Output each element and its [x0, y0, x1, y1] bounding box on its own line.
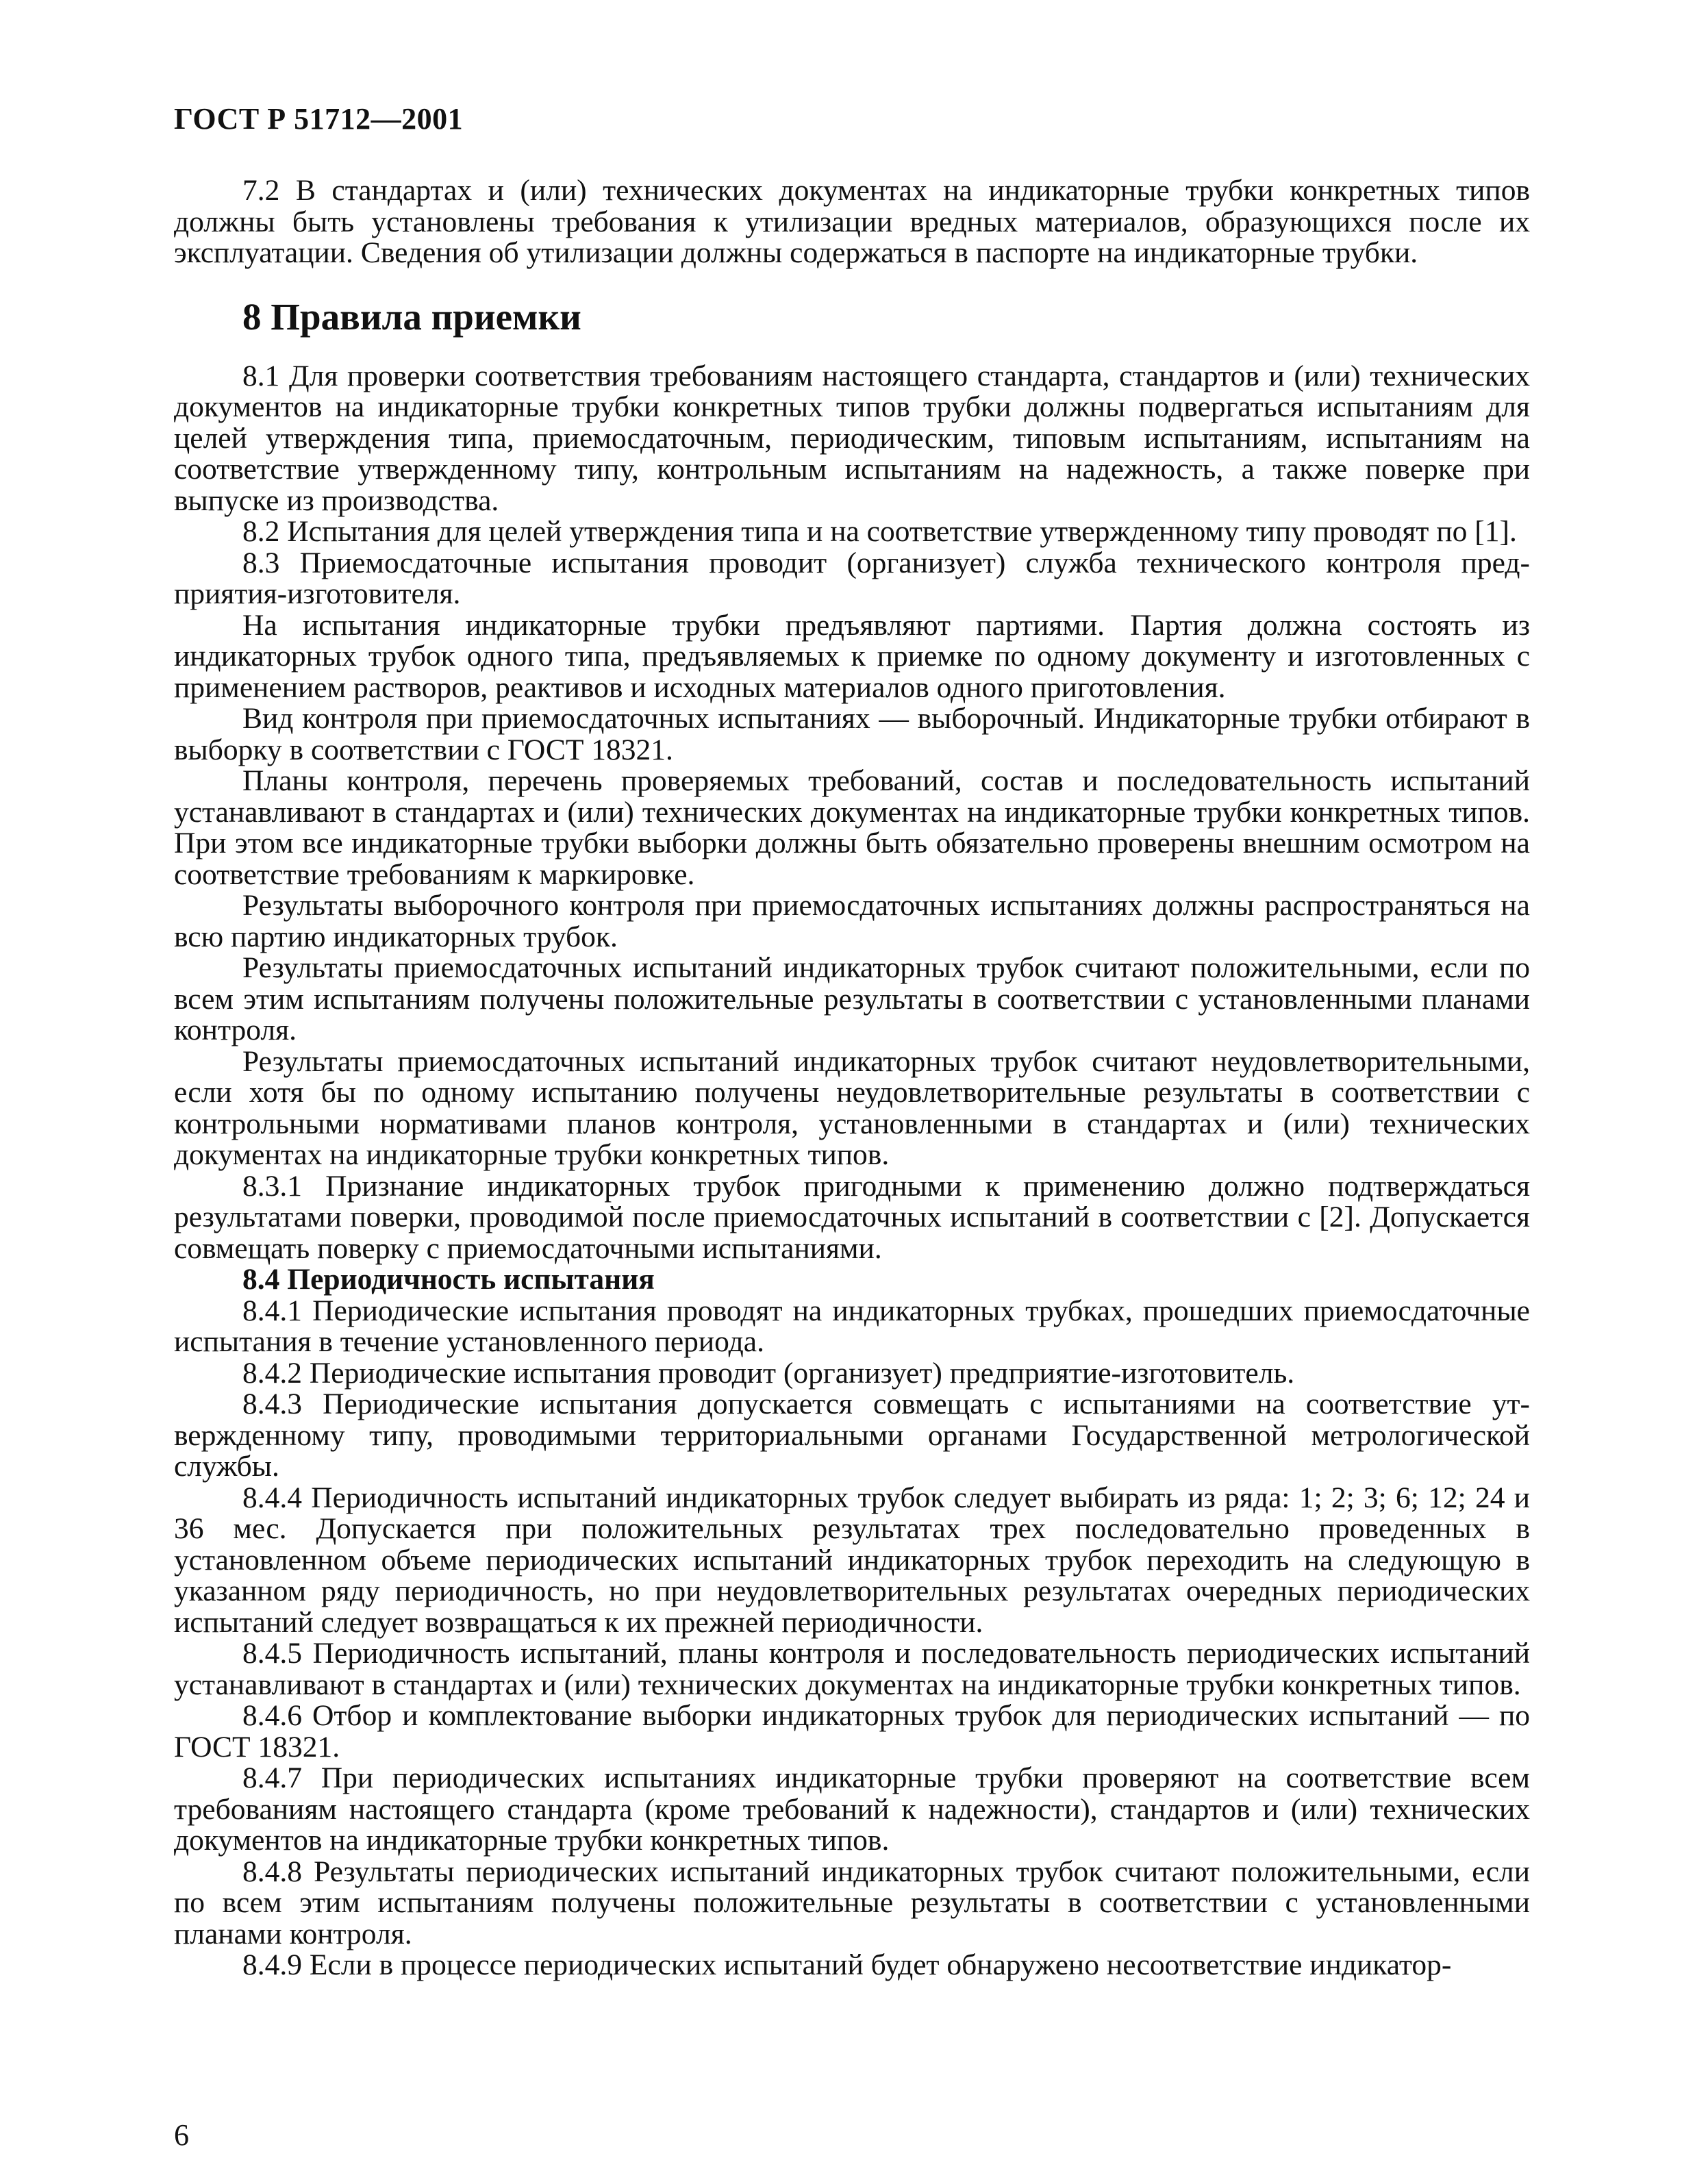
paragraph-8-3-e: Результаты выборочного контроля при приемосдаточных испытаниях должны распространяться на всю партию индикаторных трубок. [174, 889, 1530, 953]
paragraph-8-2: 8.2 Испытания для целей утверждения типа и на соответствие утвержденному типу проводят по [1]. [242, 515, 1517, 548]
paragraph-8-1: 8.1 Для проверки соответствия требованиям настоящего стандарта, стандартов и (или) технических документов на индикаторные трубки конкретных типов трубки должны подвергаться испытаниям для целей утверждения типа, приемосдаточным, периодическим, типовым испытаниям, испытаниям на соответствие утвержденному типу, контрольным испытаниям на надежность, а также поверке при выпуске из производства. [174, 359, 1530, 517]
paragraph-8-3-f: Результаты приемосдаточных испытаний индикаторных трубок считают положительными, если по всем этим испытаниям получены положительные результаты в соответствии с установленными планами контроля. [174, 951, 1530, 1046]
paragraph-8-4-1: 8.4.1 Периодические испытания проводят на индикаторных трубках, прошедших приемосдаточные испытания в течение установленного периода. [174, 1294, 1530, 1358]
paragraph-8-4-9: 8.4.9 Если в процессе периодических испытаний будет обнаружено несоответствие индикатор- [242, 1948, 1452, 1981]
page-number: 6 [174, 2118, 189, 2152]
paragraph-8-4-2: 8.4.2 Периодические испытания проводит (организует) предприятие-изготовитель. [242, 1356, 1295, 1390]
paragraph-8-4-5: 8.4.5 Периодичность испытаний, планы контроля и последовательность периодических испытаний устанавливают в стандартах и (или) технических документах на индикаторные трубки конкретных типов. [174, 1637, 1530, 1701]
document-header: ГОСТ Р 51712—2001 [174, 102, 464, 136]
paragraph-8-4-4: 8.4.4 Периодичность испытаний индикаторных трубок следует выбирать из ряда: 1; 2; 3; 6; 12; 24 и 36 мес. Допускается при положительных результатах трех последовательно проведенных в установленном объеме периодических испытаний индикаторных трубок переходить на следующую в указанном ряду периодичность, но при неудовлетворительных результатах очередных периодических испытаний следует возвращаться к их прежней периодичности. [174, 1481, 1530, 1639]
paragraph-8-3-1: 8.3.1 Признание индикаторных трубок пригодными к применению должно подтверждаться результатами поверки, проводимой после приемосдаточных испытаний в соответствии с [2]. Допускается совмещать поверку с приемосдаточными испытаниями. [174, 1169, 1530, 1265]
document-body [174, 175, 1530, 1981]
paragraph-8-4-3: 8.4.3 Периодические испытания допускается совмещать с испытаниями на соответствие утвержденному типу, проводимыми территориальными органами Государственной метрологической службы. [174, 1388, 1530, 1483]
paragraph-8-3-c: Вид контроля при приемосдаточных испытаниях — выборочный. Индикаторные трубки отбирают в выборку в соответствии с ГОСТ 18321. [174, 702, 1530, 766]
paragraph-8-4-8: 8.4.8 Результаты периодических испытаний индикаторных трубок считают положительными, если по всем этим испытаниям получены положительные результаты в соответствии с установленными планами контроля. [174, 1855, 1530, 1950]
section-8-heading: 8 Правила приемки [242, 295, 581, 338]
paragraph-8-3: 8.3 Приемосдаточные испытания проводит (организует) служба технического контроля предприятия-изготовителя. [174, 546, 1530, 610]
paragraph-8-3-g: Результаты приемосдаточных испытаний индикаторных трубок считают неудовлетворительными, если хотя бы по одному испытанию получены неудовлетворительные результаты в соответствии с контрольными нормативами планов контроля, установленными в стандартах и (или) технических документах на индикаторные трубки конкретных типов. [174, 1044, 1530, 1171]
paragraph-7-2: 7.2 В стандартах и (или) технических документах на индикаторные трубки конкретных типов должны быть установлены требования к утилизации вредных материалов, образующихся после их эксплуатации. Сведения об утилизации должны содержаться в паспорте на индикаторные трубки. [174, 174, 1530, 269]
paragraph-8-4-6: 8.4.6 Отбор и комплектование выборки индикаторных трубок для периодических испытаний — по ГОСТ 18321. [174, 1699, 1530, 1763]
paragraph-8-3-d: Планы контроля, перечень проверяемых требований, состав и последовательность испытаний устанавливают в стандартах и (или) технических документах на индикаторные трубки конкретных типов. При этом все индикаторные трубки выборки должны быть обязательно проверены внешним осмотром на соответствие требованиям к маркировке. [174, 764, 1530, 891]
paragraph-8-4-7: 8.4.7 При периодических испытаниях индикаторные трубки проверяют на соответствие всем требованиям настоящего стандарта (кроме требований к надежности), стандартов и (или) технических документов на индикаторные трубки конкретных типов. [174, 1761, 1530, 1857]
paragraph-8-3-b: На испытания индикаторные трубки предъявляют партиями. Партия должна состоять из индикаторных трубок одного типа, предъявляемых к приемке по одному документу и изготовленных с применением растворов, реактивов и исходных материалов одного приготовления. [174, 608, 1530, 704]
subsection-8-4-heading: 8.4 Периодичность испытания [242, 1263, 655, 1296]
